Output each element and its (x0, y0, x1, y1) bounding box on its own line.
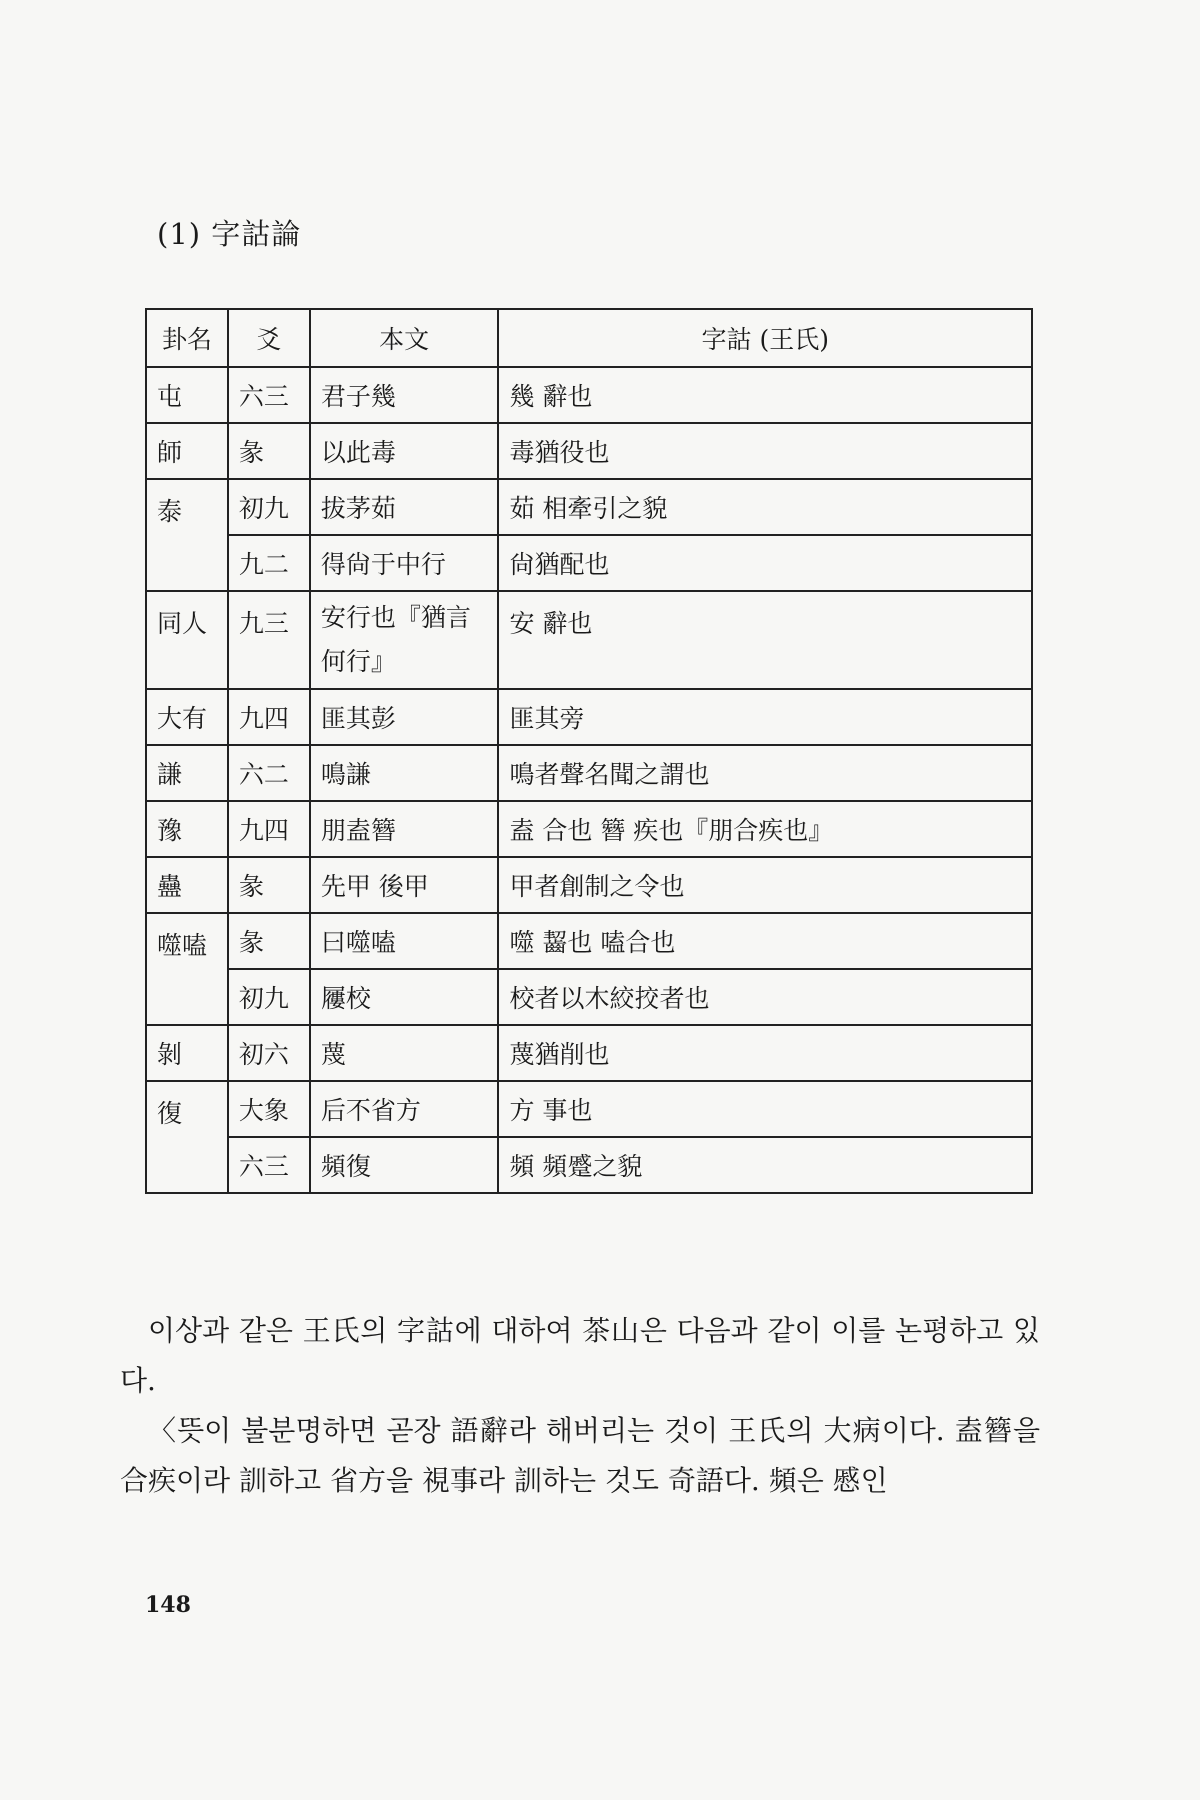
table-row (146, 479, 1032, 535)
cell-gloss: 蔑猶削也 (498, 1025, 1032, 1081)
page-number: 148 (145, 1592, 191, 1618)
cell-gloss: 方 事也 (498, 1081, 1032, 1137)
cell-text: 頻復 (310, 1137, 499, 1193)
table-row (146, 367, 1032, 423)
cell-gua: 師 (146, 423, 228, 479)
cell-yao: 九四 (228, 801, 310, 857)
cell-yao: 大象 (228, 1081, 310, 1137)
table-row (146, 1025, 1032, 1081)
cell-gua: 噬嗑 (146, 913, 228, 1025)
cell-text: 蔑 (310, 1025, 499, 1081)
table-row (146, 1137, 1032, 1193)
cell-text: 曰噬嗑 (310, 913, 499, 969)
cell-gloss: 匪其旁 (498, 689, 1032, 745)
cell-yao: 彖 (228, 913, 310, 969)
cell-yao: 九三 (228, 591, 310, 689)
cell-gua: 泰 (146, 479, 228, 591)
table-row (146, 857, 1032, 913)
table-row (146, 801, 1032, 857)
cell-gua: 豫 (146, 801, 228, 857)
cell-gloss: 茹 相牽引之貌 (498, 479, 1032, 535)
section-heading: (1) 字詁論 (157, 217, 302, 251)
cell-text: 后不省方 (310, 1081, 499, 1137)
table-row (146, 969, 1032, 1025)
cell-gloss: 幾 辭也 (498, 367, 1032, 423)
header-text: 本文 (310, 309, 499, 367)
cell-text: 安行也『猶言何行』 (310, 591, 499, 689)
cell-yao: 初九 (228, 479, 310, 535)
cell-text: 鳴謙 (310, 745, 499, 801)
cell-gua: 復 (146, 1081, 228, 1193)
cell-text: 先甲 後甲 (310, 857, 499, 913)
table-row (146, 423, 1032, 479)
cell-gloss: 尙猶配也 (498, 535, 1032, 591)
header-gloss: 字詁 (王氏) (498, 309, 1032, 367)
cell-yao: 初九 (228, 969, 310, 1025)
cell-yao: 九四 (228, 689, 310, 745)
cell-gua: 屯 (146, 367, 228, 423)
cell-gua: 大有 (146, 689, 228, 745)
cell-yao: 彖 (228, 423, 310, 479)
commentary-paragraph-2: 〈뜻이 불분명하면 곧장 語辭라 해버리는 것이 王氏의 大病이다. 盍簪을 合疾이라 訓하고 省方을 視事라 訓하는 것도 奇語다. 頻은 慼인 (120, 1414, 1040, 1497)
table-row (146, 1081, 1032, 1137)
cell-gloss: 毒猶役也 (498, 423, 1032, 479)
cell-yao: 六三 (228, 1137, 310, 1193)
cell-gua: 謙 (146, 745, 228, 801)
cell-text: 匪其彭 (310, 689, 499, 745)
cell-gua: 剝 (146, 1025, 228, 1081)
cell-yao: 九二 (228, 535, 310, 591)
table-row (146, 689, 1032, 745)
cell-gloss: 頻 頻蹙之貌 (498, 1137, 1032, 1193)
cell-text: 得尙于中行 (310, 535, 499, 591)
commentary-paragraph-1: 이상과 같은 王氏의 字詁에 대하여 茶山은 다음과 같이 이를 논평하고 있다. (120, 1314, 1040, 1397)
cell-gua: 同人 (146, 591, 228, 689)
table-row (146, 913, 1032, 969)
cell-yao: 六三 (228, 367, 310, 423)
table-row (146, 745, 1032, 801)
cell-gloss: 校者以木絞挍者也 (498, 969, 1032, 1025)
table-header-row (146, 309, 1032, 367)
cell-text: 屨校 (310, 969, 499, 1025)
cell-gua: 蠱 (146, 857, 228, 913)
header-yao: 爻 (228, 309, 310, 367)
cell-gloss: 噬 齧也 嗑合也 (498, 913, 1032, 969)
table-row (146, 535, 1032, 591)
header-gua: 卦名 (146, 309, 228, 367)
cell-text: 君子幾 (310, 367, 499, 423)
cell-text: 朋盍簪 (310, 801, 499, 857)
cell-gloss: 安 辭也 (498, 591, 1032, 689)
cell-text: 拔茅茹 (310, 479, 499, 535)
cell-gloss: 盍 合也 簪 疾也『朋合疾也』 (498, 801, 1032, 857)
cell-text: 以此毒 (310, 423, 499, 479)
table-row (146, 591, 1032, 689)
cell-yao: 初六 (228, 1025, 310, 1081)
cell-gloss: 甲者創制之令也 (498, 857, 1032, 913)
cell-yao: 彖 (228, 857, 310, 913)
cell-gloss: 鳴者聲名聞之謂也 (498, 745, 1032, 801)
zigu-table (145, 308, 1033, 1194)
cell-yao: 六二 (228, 745, 310, 801)
